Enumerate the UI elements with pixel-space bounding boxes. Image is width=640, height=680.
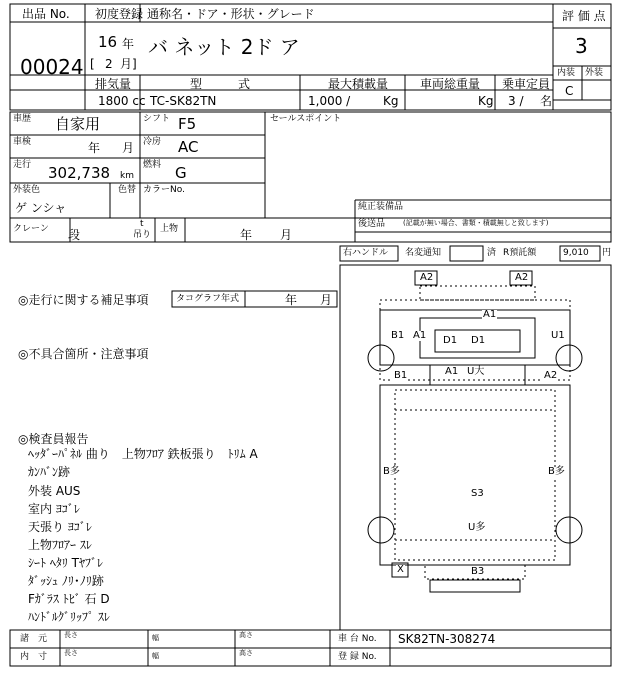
wheel-front-left [368, 345, 394, 371]
width-label: 幅 [152, 634, 159, 642]
first-reg-label: 初度登録 [95, 7, 144, 21]
recycle-label: R預託額 [503, 248, 537, 258]
damage-mark: D1 [443, 335, 458, 346]
exterior-color: ゲ ンシャ [15, 201, 67, 215]
length-label: 長さ [64, 649, 78, 657]
score-label: 評 価 点 [562, 9, 606, 23]
capacity-unit: 名 [540, 94, 553, 108]
height-label: 高さ [239, 649, 253, 657]
inspector-item: ﾀﾞｯｼｭ ﾉﾘ･ﾉﾘ跡 [28, 574, 104, 588]
inspection-label: 車検 [13, 137, 32, 147]
damage-mark: A2 [544, 370, 558, 381]
damage-mark: B多 [383, 466, 400, 477]
wheel-front-right [556, 345, 582, 371]
damage-mark: D1 [471, 335, 486, 346]
inspector-label: ◎検査員報告 [18, 432, 89, 446]
color-code-label: カラーNo. [143, 185, 185, 195]
reg-year: 16 [98, 33, 118, 51]
mileage-unit: km [120, 171, 134, 181]
reg-no-label: 登 録 No. [338, 652, 377, 662]
recycle-mark: 済 [487, 248, 497, 258]
model-desc-label: 通称名・ドア・形状・グレード [147, 7, 315, 21]
sales-point-label: セールスポイント [270, 114, 342, 124]
body-month: 月 [280, 228, 293, 242]
length-label: 長さ [64, 631, 78, 639]
model-code: TC-SK82TN [150, 94, 217, 108]
fuel: G [175, 164, 187, 182]
damage-mark: X [397, 564, 404, 575]
reg-month-open: [ [90, 57, 95, 71]
damage-mark: B1 [394, 370, 408, 381]
inspector-item: Fｶﾞﾗｽ ﾄﾋﾞ 石 D [28, 592, 110, 606]
max-load-label: 最大積載量 [328, 77, 389, 91]
crane-label: クレーン [13, 224, 49, 234]
damage-mark: S3 [471, 488, 484, 499]
standard-equipment-label: 純正装備品 [358, 202, 404, 212]
aftermarket-label: 後送品 [358, 219, 386, 229]
displacement: 1800 cc [98, 94, 146, 108]
crane-unit-2: 吊り [133, 230, 152, 240]
aftermarket-note: (記載が無い場合、書類・積載無しと致します) [403, 219, 549, 227]
steering: 右ハンドル [343, 248, 389, 258]
damage-mark: A1 [413, 330, 427, 341]
name-change-label: 名変通知 [405, 248, 442, 258]
damage-mark: A1 [483, 309, 497, 320]
damage-mark: A2 [420, 272, 434, 283]
width-label: 幅 [152, 652, 159, 660]
supplement-label: ◎走行に関する補足事項 [18, 293, 149, 307]
interior-grade: C [565, 84, 574, 98]
history: 自家用 [55, 115, 101, 133]
inspector-item: ｼｰﾄ ﾍﾀﾘ Tﾔﾌﾞﾚ [28, 556, 103, 570]
damage-mark: B1 [391, 330, 405, 341]
max-load: 1,000 / [308, 94, 351, 108]
damage-mark: U1 [551, 330, 565, 341]
shift-label: シフト [143, 114, 171, 124]
defects-label: ◎不具合箇所・注意事項 [18, 347, 149, 361]
dims-label: 諸 元 [20, 634, 48, 644]
gross-unit: Kg [478, 94, 494, 108]
damage-mark: A2 [515, 272, 529, 283]
capacity: 3 / [508, 94, 524, 108]
interior-label: 内装 [557, 68, 576, 78]
gross-weight-label: 車両総重量 [420, 77, 481, 91]
height-label: 高さ [239, 631, 253, 639]
mileage: 302,738 [48, 164, 111, 182]
crane-unit-2-top: t [140, 219, 144, 229]
lot-number: 00024 [20, 55, 84, 79]
inspector-item: 天張り ﾖｺﾞﾚ [28, 520, 92, 534]
inspector-item: 室内 ﾖｺﾞﾚ [28, 502, 80, 516]
mileage-label: 走行 [13, 160, 32, 170]
reg-year-suffix: 年 [122, 37, 135, 51]
inspector-item: 外装 AUS [28, 484, 81, 498]
model-name: バ ネット 2ド ア [148, 35, 300, 59]
ac: AC [178, 138, 199, 156]
inspector-item: ｶﾝﾊﾞﾝ跡 [28, 465, 71, 479]
interior-dims-label: 内 寸 [20, 652, 48, 662]
lot-label: 出品 No. [22, 7, 70, 21]
fuel-label: 燃料 [143, 160, 162, 170]
tacho-label: タコグラフ年式 [176, 294, 240, 304]
max-load-unit: Kg [383, 94, 399, 108]
recycle-unit: 円 [602, 248, 612, 258]
damage-mark: U多 [468, 522, 486, 533]
tacho-year: 年 [285, 293, 298, 307]
model-code-label: 型 式 [190, 77, 251, 91]
crane-unit-1: 段 [68, 228, 81, 242]
reg-month-suffix: 月] [120, 57, 137, 71]
damage-mark: B多 [548, 466, 565, 477]
reg-month: 2 [105, 57, 113, 71]
exterior-label: 外装 [585, 68, 604, 78]
exterior-color-label: 外装色 [13, 185, 41, 195]
ac-label: 冷房 [143, 137, 162, 147]
wheel-rear-left [368, 517, 394, 543]
damage-mark: B3 [471, 566, 485, 577]
body-year: 年 [240, 228, 253, 242]
inspector-item: ﾊﾝﾄﾞﾙｸﾞﾘｯﾌﾟ ｽﾚ [28, 610, 110, 624]
score-value: 3 [575, 34, 588, 58]
inspector-item: 上物ﾌﾛｱｰ ｽﾚ [28, 538, 92, 552]
tacho-month: 月 [320, 293, 333, 307]
wheel-rear-right [556, 517, 582, 543]
inspection-month: 月 [122, 141, 135, 155]
capacity-label: 乗車定員 [502, 77, 551, 91]
inspector-item: ﾍｯﾀﾞｰﾊﾟﾈﾙ 曲り 上物ﾌﾛｱ 鉄板張り ﾄﾘﾑ A [28, 447, 258, 461]
history-label: 車歴 [13, 114, 32, 124]
displacement-label: 排気量 [95, 77, 132, 91]
recycle-amount: 9,010 [563, 248, 589, 258]
body-label: 上物 [160, 224, 179, 234]
damage-mark: U大 [467, 366, 485, 377]
inspection-year: 年 [88, 141, 101, 155]
shift: F5 [178, 115, 197, 133]
color-no-label: 色替 [118, 185, 137, 195]
chassis-no: SK82TN-308274 [398, 632, 496, 646]
damage-mark: A1 [445, 366, 459, 377]
chassis-label: 車 台 No. [338, 634, 377, 644]
